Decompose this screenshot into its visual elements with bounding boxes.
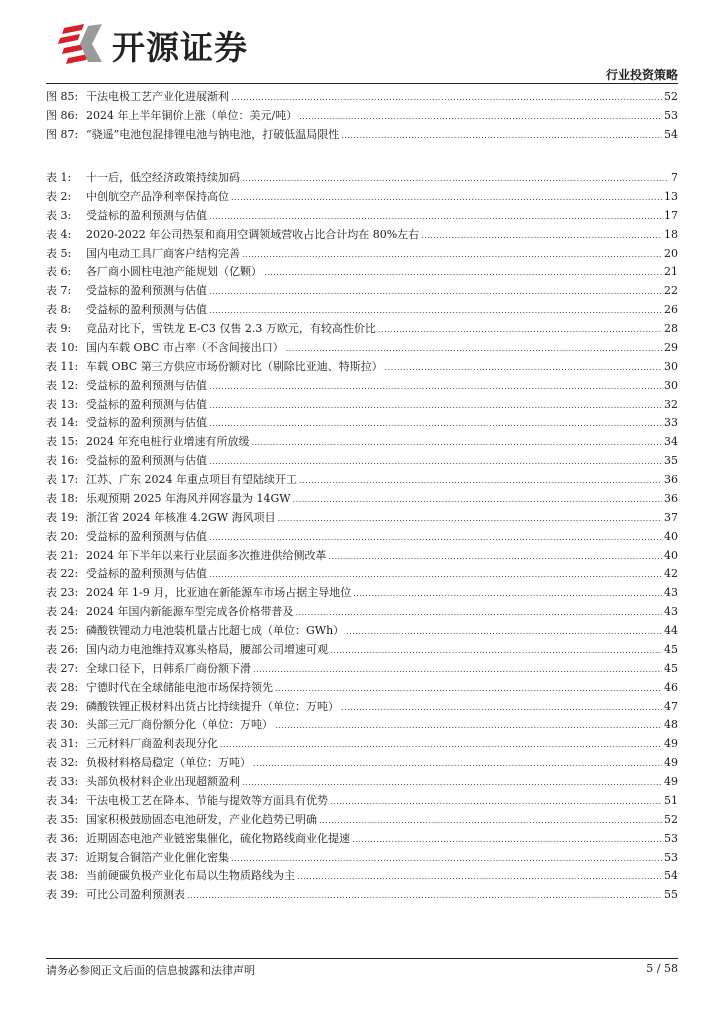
entry-number: 表 36: [46, 831, 79, 845]
entry-number: 表 39: [46, 888, 79, 902]
dot-leader [299, 472, 662, 491]
table-entry[interactable] [46, 679, 678, 698]
entry-title: 受益标的盈利预测与估值 [86, 208, 207, 222]
entry-page: 28 [664, 322, 678, 335]
dot-leader [209, 415, 662, 434]
entry-page: 51 [664, 793, 678, 807]
table-entry[interactable] [46, 811, 678, 830]
entry-number: 图 86: [46, 108, 79, 122]
entry-number: 表 15: [46, 435, 79, 449]
entry-number: 表 12: [46, 378, 79, 392]
entry-number: 表 23: [46, 586, 79, 600]
table-entry[interactable] [46, 603, 678, 622]
table-entry[interactable] [46, 245, 678, 264]
dot-leader [341, 127, 662, 146]
entry-title: 竞品对比下，雪铁龙 E-C3 仅售 2.3 万欧元，有较高性价比 [86, 322, 376, 335]
entry-title: 国家积极鼓励固态电池研发，产业化趋势已明确 [86, 812, 317, 826]
entry-page: 7 [671, 171, 678, 184]
entry-title: 各厂商小圆柱电池产能规划（亿颗） [86, 265, 262, 279]
section-label: 行业投资策略 [605, 68, 678, 82]
entry-number: 表 4: [46, 227, 72, 241]
dot-leader [209, 283, 662, 302]
entry-page: 22 [664, 284, 678, 298]
table-entry[interactable] [46, 301, 678, 320]
dot-leader [293, 491, 662, 510]
entry-number: 表 31: [46, 737, 79, 751]
table-entry[interactable] [46, 660, 678, 679]
dot-leader [385, 359, 662, 378]
entry-number: 表 34: [46, 793, 79, 807]
entry-title: 受益标的盈利预测与估值 [86, 397, 207, 411]
entry-page: 49 [664, 775, 678, 788]
entry-page: 53 [664, 850, 678, 864]
dot-leader [286, 340, 662, 359]
entry-page: 32 [664, 397, 678, 411]
entry-title: 负极材料格局稳定（单位：万吨） [86, 756, 251, 770]
table-entry[interactable] [46, 358, 678, 377]
dot-leader [242, 774, 662, 793]
entry-page: 42 [664, 567, 678, 581]
entry-title: 受益标的盈利预测与估值 [86, 567, 207, 581]
table-entry[interactable] [46, 452, 678, 471]
entry-title: 江苏、广东 2024 年重点项目有望陆续开工 [86, 473, 297, 486]
entry-title: 宁德时代在全球储能电池市场保持领先 [86, 680, 273, 694]
entry-number: 表 17: [46, 473, 79, 486]
entry-title: 全球口径下，日韩系厂商份额下滑 [86, 661, 251, 675]
entry-number: 表 6: [46, 265, 72, 279]
logo-mark-icon [58, 24, 104, 64]
entry-number: 表 28: [46, 680, 79, 694]
dot-leader [209, 302, 662, 321]
entry-title: 受益标的盈利预测与估值 [86, 416, 207, 430]
figure-entry[interactable] [46, 88, 678, 107]
entry-number: 表 25: [46, 624, 79, 637]
entry-number: 表 21: [46, 548, 79, 562]
dot-leader [242, 246, 662, 265]
dot-leader [353, 585, 662, 604]
entry-page: 37 [664, 510, 678, 524]
entry-number: 表 8: [46, 303, 72, 317]
dot-leader [209, 453, 662, 472]
entry-title: 2024 年下半年以来行业层面多次推进供给侧改革 [86, 548, 327, 562]
table-entry[interactable] [46, 528, 678, 547]
table-entry[interactable] [46, 830, 678, 849]
table-entry[interactable] [46, 641, 678, 660]
table-entry[interactable] [46, 886, 678, 905]
entry-page: 55 [664, 888, 678, 902]
dot-leader [329, 548, 663, 567]
entry-page: 45 [664, 642, 678, 656]
entry-page: 43 [664, 586, 678, 600]
table-entry[interactable] [46, 433, 678, 452]
table-entry[interactable] [46, 188, 678, 207]
table-entry[interactable] [46, 320, 678, 339]
entry-title: 车载 OBC 第三方供应市场份额对比（剔除比亚迪、特斯拉） [86, 359, 383, 373]
entry-page: 36 [664, 473, 678, 486]
entry-number: 表 33: [46, 775, 79, 788]
entry-title: “骁遥”电池包混排锂电池与钠电池，打破低温局限性 [86, 127, 340, 141]
entry-number: 表 5: [46, 246, 72, 260]
table-entry[interactable] [46, 754, 678, 773]
figure-entry[interactable] [46, 126, 678, 145]
entry-title: 磷酸铁锂正极材料出货占比持续提升（单位：万吨） [86, 699, 339, 713]
page-number: 5 / 58 [646, 962, 678, 975]
dot-leader [242, 170, 669, 189]
table-entry[interactable] [46, 414, 678, 433]
entry-title: 乐观预期 2025 年海风并网容量为 14GW [86, 491, 291, 505]
table-list [46, 169, 678, 905]
dot-leader [264, 264, 662, 283]
entry-page: 40 [664, 529, 678, 543]
entry-number: 表 1: [46, 171, 72, 184]
entry-page: 21 [664, 265, 678, 279]
entry-title: 浙江省 2024 年核准 4.2GW 海风项目 [86, 510, 276, 524]
entry-page: 13 [664, 189, 678, 203]
entry-title: 三元材料厂商盈利表现分化 [86, 737, 218, 751]
entry-page: 30 [664, 378, 678, 392]
dot-leader [296, 604, 663, 623]
dot-leader [209, 208, 662, 227]
entry-number: 表 27: [46, 661, 79, 675]
dot-leader [299, 108, 662, 127]
disclaimer-note: 请务必参阅正文后面的信息披露和法律声明 [46, 964, 255, 977]
dot-leader [346, 623, 662, 642]
dot-leader [220, 736, 662, 755]
entry-number: 表 13: [46, 397, 79, 411]
entry-title: 可比公司盈利预测表 [86, 888, 185, 902]
table-entry[interactable] [46, 377, 678, 396]
dot-leader [209, 397, 662, 416]
dot-leader [378, 321, 662, 340]
entry-title: 国内动力电池维持双寡头格局，腰部公司增速可观 [86, 642, 328, 656]
table-entry[interactable] [46, 792, 678, 811]
entry-page: 34 [664, 435, 678, 449]
entry-title: 磷酸铁锂动力电池装机量占比超七成（单位：GWh） [86, 624, 345, 637]
entry-title: 2024 年上半年铜价上涨（单位：美元/吨） [86, 108, 298, 122]
entry-title: 受益标的盈利预测与估值 [86, 303, 207, 317]
entry-number: 表 24: [46, 605, 79, 619]
table-entry[interactable] [46, 263, 678, 282]
entry-number: 表 20: [46, 529, 79, 543]
table-entry[interactable] [46, 282, 678, 301]
dot-leader [209, 566, 662, 585]
entry-title: 受益标的盈利预测与估值 [86, 454, 207, 468]
entry-page: 17 [664, 208, 678, 222]
entry-number: 表 14: [46, 416, 79, 430]
table-entry[interactable] [46, 226, 678, 245]
dot-leader [278, 510, 662, 529]
entry-number: 表 22: [46, 567, 79, 581]
entry-title: 2024 年 1-9 月，比亚迪在新能源车市场占据主导地位 [86, 586, 352, 600]
entry-number: 表 29: [46, 699, 79, 713]
entry-page: 52 [664, 90, 678, 103]
entry-page: 26 [664, 303, 678, 317]
dot-leader [253, 661, 662, 680]
entry-page: 40 [664, 548, 678, 562]
entry-number: 表 9: [46, 322, 72, 335]
entry-page: 33 [664, 416, 678, 430]
table-entry[interactable] [46, 584, 678, 603]
table-entry[interactable] [46, 547, 678, 566]
table-entry[interactable] [46, 207, 678, 226]
dot-leader [209, 529, 662, 548]
table-entry[interactable] [46, 565, 678, 584]
dot-leader [275, 680, 662, 699]
entry-number: 表 19: [46, 510, 79, 524]
table-entry[interactable] [46, 509, 678, 528]
dot-leader [421, 227, 662, 246]
entry-number: 图 87: [46, 127, 79, 141]
dot-leader [352, 831, 662, 850]
dot-leader [209, 378, 662, 397]
dot-leader [319, 812, 662, 831]
entry-page: 44 [664, 624, 678, 637]
figure-list [46, 88, 678, 145]
dot-leader [275, 717, 662, 736]
dot-leader [187, 887, 662, 906]
dot-leader [231, 189, 662, 208]
entry-page: 52 [664, 812, 678, 826]
table-entry[interactable] [46, 867, 678, 886]
entry-title: 头部三元厂商份额分化（单位：万吨） [86, 718, 273, 732]
figure-entry[interactable] [46, 107, 678, 126]
entry-title: 受益标的盈利预测与估值 [86, 529, 207, 543]
entry-page: 43 [664, 605, 678, 619]
entry-page: 53 [664, 831, 678, 845]
dot-leader [253, 755, 662, 774]
entry-page: 35 [664, 454, 678, 468]
entry-number: 表 7: [46, 284, 72, 298]
entry-title: 近期固态电池产业链密集催化，硫化物路线商业化提速 [86, 831, 350, 845]
table-entry[interactable] [46, 471, 678, 490]
table-entry[interactable] [46, 716, 678, 735]
entry-title: 十一后，低空经济政策持续加码 [86, 171, 240, 184]
entry-number: 表 16: [46, 454, 79, 468]
table-entry[interactable] [46, 396, 678, 415]
entry-number: 表 2: [46, 189, 72, 203]
entry-page: 45 [664, 661, 678, 675]
entry-page: 49 [664, 737, 678, 751]
entry-page: 36 [664, 491, 678, 505]
entry-number: 表 11: [46, 359, 79, 373]
entry-title: 近期复合铜箔产业化催化密集 [86, 850, 229, 864]
entry-page: 49 [664, 756, 678, 770]
entry-number: 表 26: [46, 642, 79, 656]
table-entry[interactable] [46, 849, 678, 868]
table-entry[interactable] [46, 622, 678, 641]
entry-number: 表 32: [46, 756, 79, 770]
entry-title: 头部负极材料企业出现超额盈利 [86, 775, 240, 788]
entry-page: 30 [664, 359, 678, 373]
entry-page: 54 [664, 127, 678, 141]
footer-divider [46, 958, 678, 959]
entry-number: 表 3: [46, 208, 72, 222]
entry-title: 中创航空产品净利率保持高位 [86, 189, 229, 203]
entry-page: 47 [664, 699, 678, 713]
table-entry[interactable] [46, 773, 678, 792]
entry-page: 53 [664, 108, 678, 122]
dot-leader [231, 89, 662, 108]
entry-number: 表 37: [46, 850, 79, 864]
entry-title: 国内电动工具厂商客户结构完善 [86, 246, 240, 260]
entry-page: 48 [664, 718, 678, 732]
entry-title: 干法电极工艺产业化进展渐利 [86, 90, 229, 103]
entry-number: 表 35: [46, 812, 79, 826]
entry-page: 18 [664, 227, 678, 241]
header-divider [46, 83, 678, 84]
entry-title: 受益标的盈利预测与估值 [86, 284, 207, 298]
entry-title: 当前硬碳负极产业化布局以生物质路线为主 [86, 869, 295, 883]
dot-leader [297, 868, 662, 887]
table-entry[interactable] [46, 169, 678, 188]
dot-leader [330, 642, 662, 661]
entry-title: 受益标的盈利预测与估值 [86, 378, 207, 392]
entry-number: 表 10: [46, 340, 79, 354]
entry-title: 国内车载 OBC 市占率（不含间接出口） [86, 340, 284, 354]
dot-leader [330, 793, 662, 812]
table-entry[interactable] [46, 735, 678, 754]
entry-title: 干法电极工艺在降本、节能与提效等方面具有优势 [86, 793, 328, 807]
entry-title: 2024 年充电桩行业增速有所放缓 [86, 435, 250, 449]
dot-leader [231, 850, 662, 869]
company-name: 开源证券 [112, 28, 248, 67]
entry-number: 表 30: [46, 718, 79, 732]
entry-page: 54 [664, 869, 678, 883]
dot-leader [341, 699, 662, 718]
entry-title: 2020-2022 年公司热泵和商用空调领域营收占比合计均在 80%左右 [86, 227, 420, 241]
entry-number: 图 85: [46, 90, 79, 103]
table-entry[interactable] [46, 339, 678, 358]
entry-page: 20 [664, 246, 678, 260]
entry-number: 表 38: [46, 869, 79, 883]
table-entry[interactable] [46, 698, 678, 717]
table-entry[interactable] [46, 490, 678, 509]
entry-title: 2024 年国内新能源车型完成各价格带普及 [86, 605, 294, 619]
entry-number: 表 18: [46, 491, 79, 505]
entry-page: 29 [664, 340, 678, 354]
entry-page: 46 [664, 680, 678, 694]
dot-leader [252, 434, 663, 453]
